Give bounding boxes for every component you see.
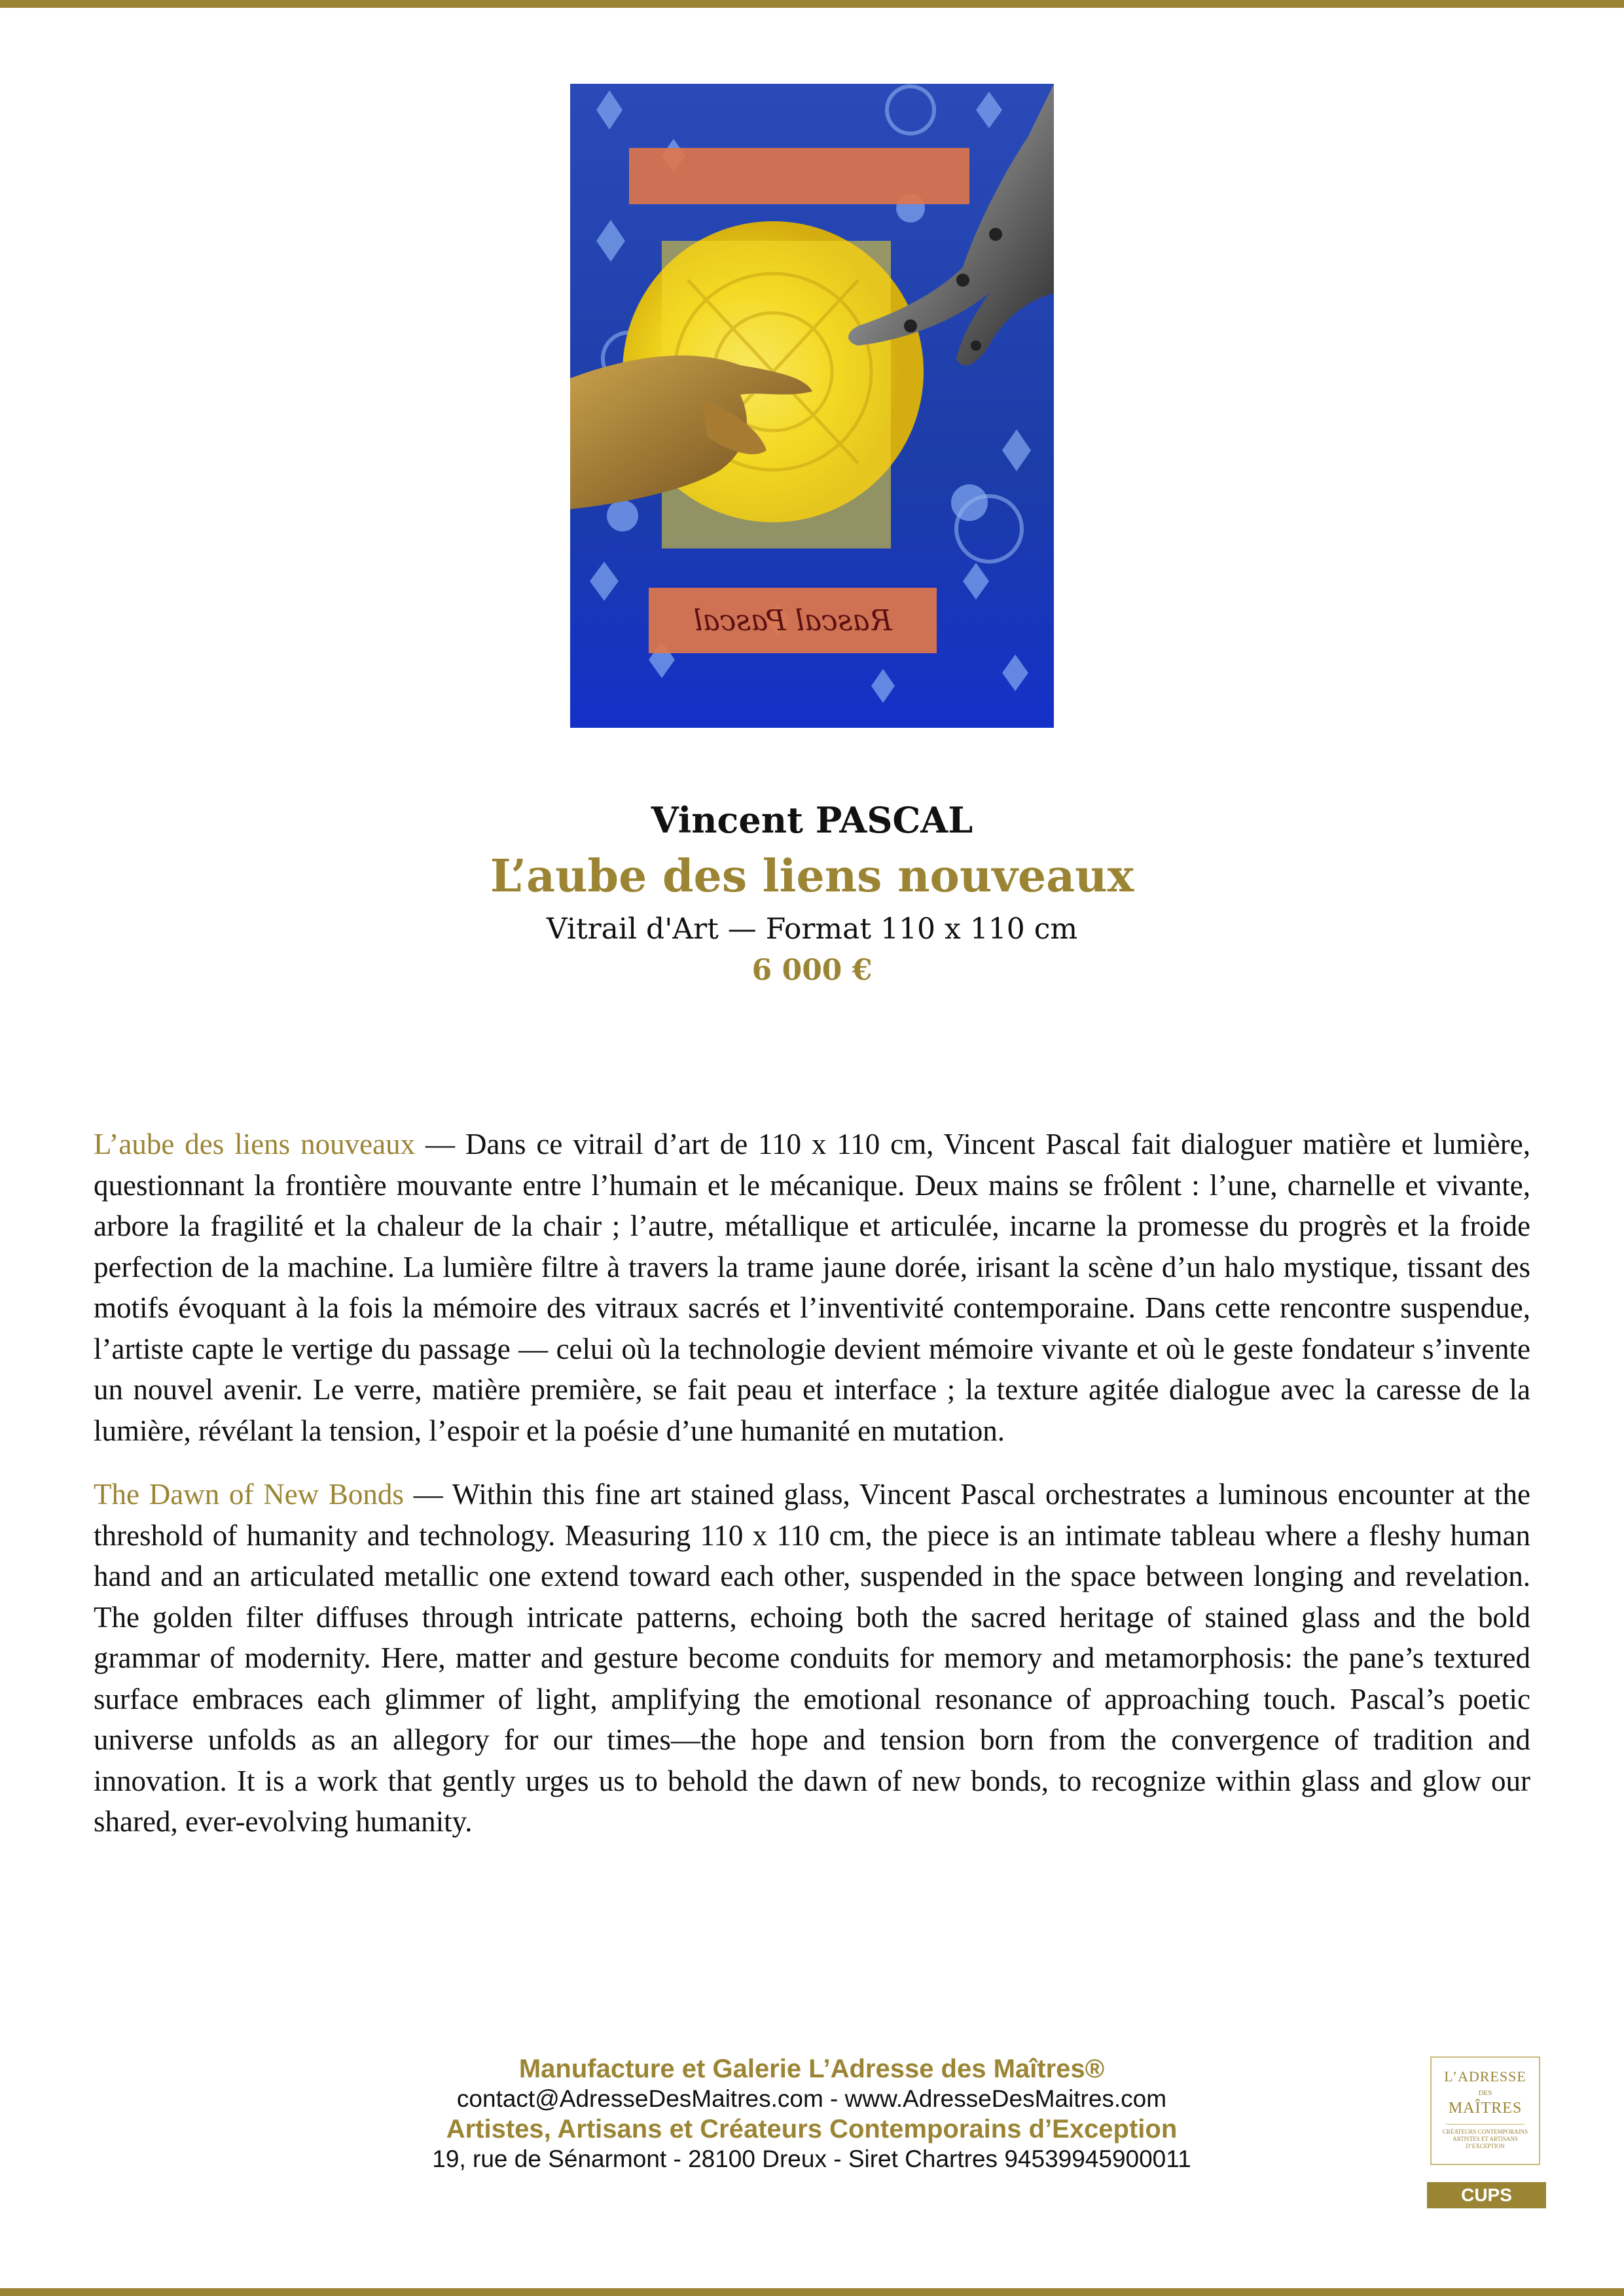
- logo-line-2: DES: [1478, 2089, 1492, 2097]
- artist-name: Vincent PASCAL: [651, 799, 973, 841]
- logo-line-4: CRÉATEURS CONTEMPORAINS ARTISTES ET ARTISANS D’EXCEPTION: [1442, 2128, 1528, 2149]
- footer-contact: contact@AdresseDesMaitres.com - www.AdresseDesMaitres.com: [456, 2085, 1167, 2112]
- logo-divider: [1446, 2124, 1525, 2125]
- top-gold-rule: [0, 0, 1624, 8]
- footer-tagline: Artistes, Artisans et Créateurs Contemporains d’Exception: [446, 2115, 1178, 2144]
- description-english-lead: The Dawn of New Bonds: [94, 1478, 404, 1511]
- artwork-image: [570, 84, 1054, 728]
- bottom-gold-rule: [0, 2288, 1624, 2296]
- logo-line-1: L’ADRESSE: [1444, 2068, 1526, 2085]
- artwork-medium: Vitrail d'Art — Format 110 x 110 cm: [546, 912, 1078, 946]
- gallery-logo: [1430, 2056, 1540, 2165]
- description-english: [94, 1474, 1530, 1842]
- title-block: [0, 795, 1624, 990]
- logo-line-3: MAÎTRES: [1448, 2100, 1523, 2117]
- artwork-price: 6 000 €: [751, 954, 873, 987]
- footer-address: 19, rue de Sénarmont - 28100 Dreux - Siret Chartres 94539945900011: [432, 2145, 1191, 2172]
- description-french: [94, 1124, 1530, 1451]
- artwork-title: L’aube des liens nouveaux: [490, 850, 1134, 903]
- cups-badge: CUPS: [1427, 2182, 1546, 2208]
- description-english-text: — Within this fine art stained glass, Vincent Pascal orchestrates a luminous encounter at the threshold of humanity and technology. Measuring 110 x 110 cm, the piece is an intimate tableau where a fleshy human hand and an articulated metallic one extend toward each other, suspended in the space between longing and revelation. The golden filter diffuses through intricate patterns, echoing both the sacred heritage of stained glass and the bold grammar of modernity. Here, matter and gesture become conduits for memory and metamorphosis: the pane’s textured surface embraces each glimmer of light, amplifying the emotional resonance of approaching touch. Pascal’s poetic universe unfolds as an allegory for our times—the hope and tension born from the convergence of tradition and innovation. It is a work that gently urges us to behold the dawn of new bonds, to recognize within glass and glow our shared, ever-evolving humanity.: [94, 1478, 1530, 1838]
- svg-text:Rascal Pascal: Rascal Pascal: [693, 604, 892, 637]
- description-french-text: — Dans ce vitrail d’art de 110 x 110 cm, Vincent Pascal fait dialoguer matière et lumière, questionnant la frontière mouvante entre l’humain et le mécanique. Deux mains se frôlent : l’une, charnelle et vivante, arbore la fragilité et la chaleur de la chair ; l’autre, métallique et articulée, incarne la promesse du progrès et la froide perfection de la machine. La lumière filtre à travers la trame jaune dorée, irisant la scène d’un halo mystique, tissant des motifs évoquant à la fois la mémoire des vitraux sacrés et l’inventivité contemporaine. Dans cette rencontre suspendue, l’artiste capte le vertige du passage — celui où la technologie devient mémoire vivante et où le geste fondateur s’invente un nouvel avenir. Le verre, matière première, se fait peau et interface ; la texture agitée dialogue avec la caresse de la lumière, révélant la tension, l’espoir et la poésie d’une humanité en mutation.: [94, 1128, 1530, 1447]
- footer-gallery-name: Manufacture et Galerie L’Adresse des Maîtres®: [518, 2054, 1105, 2083]
- footer: [157, 2054, 1466, 2174]
- description-french-lead: L’aube des liens nouveaux: [94, 1128, 416, 1160]
